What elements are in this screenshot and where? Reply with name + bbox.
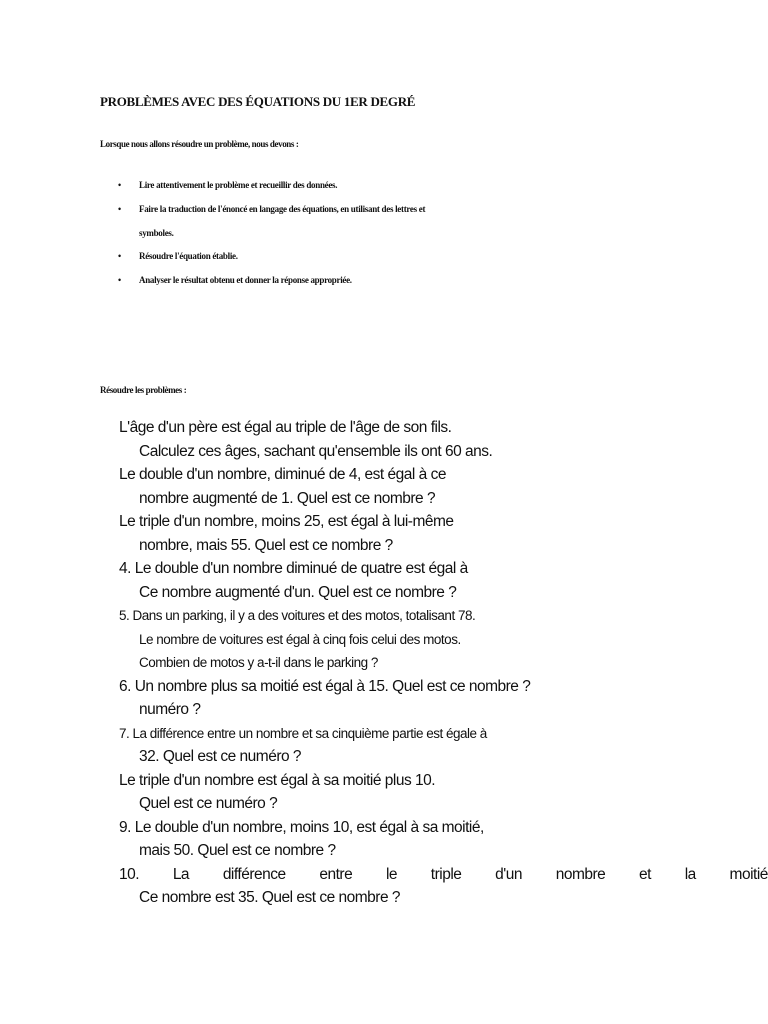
bullet-icon: • [118, 180, 121, 190]
step-text: Lire attentivement le problème et recueillir des données. [139, 180, 338, 190]
problem-line: 9. Le double d'un nombre, moins 10, est égal à sa moitié, [119, 818, 484, 836]
word: et [639, 865, 651, 883]
problems-block [119, 416, 768, 910]
problem-line-justified [119, 863, 768, 887]
word: La [172, 865, 190, 883]
word: moitié [729, 865, 768, 883]
list-item [118, 249, 425, 273]
list-item [118, 273, 425, 297]
word: d'un [495, 865, 522, 883]
problem-line: 5. Dans un parking, il y a des voitures et des motos, totalisant 78. [119, 608, 476, 623]
step-text: Résoudre l'équation établie. [139, 251, 238, 261]
word: la [684, 865, 696, 883]
step-text-continuation: symboles. [139, 228, 174, 238]
problem-line: 7. La différence entre un nombre et sa cinquième partie est égale à [119, 725, 487, 741]
resolve-heading: Résoudre les problèmes : [100, 385, 187, 395]
problem-line: mais 50. Quel est ce nombre ? [139, 842, 336, 859]
problem-line: L'âge d'un père est égal au triple de l'âge de son fils. [119, 419, 452, 436]
steps-list [118, 178, 425, 297]
document-title: PROBLÈMES AVEC DES ÉQUATIONS DU 1ER DEGRÉ [100, 94, 416, 109]
list-item [118, 202, 425, 249]
problem-line: 4. Le double d'un nombre diminué de quatre est égal à [119, 560, 468, 577]
problem-line: Combien de motos y a-t-il dans le parking ? [139, 655, 378, 670]
problem-line: 32. Quel est ce numéro ? [139, 748, 302, 765]
problem-line: 6. Un nombre plus sa moitié est égal à 15. Quel est ce nombre ? [119, 677, 531, 695]
bullet-icon: • [118, 204, 121, 214]
word: triple [430, 865, 462, 883]
problem-line: Ce nombre augmenté d'un. Quel est ce nombre ? [139, 583, 457, 601]
problem-line: nombre augmenté de 1. Quel est ce nombre ? [139, 489, 436, 507]
problem-line: Calculez ces âges, sachant qu'ensemble ils ont 60 ans. [139, 442, 493, 460]
bullet-icon: • [118, 275, 121, 285]
problem-line: Le double d'un nombre, diminué de 4, est égal à ce [119, 466, 446, 483]
problem-line: Le nombre de voitures est égal à cinq fois celui des motos. [139, 631, 461, 647]
word: entre [319, 865, 353, 883]
problem-line: Ce nombre est 35. Quel est ce nombre ? [139, 889, 401, 906]
problem-line: numéro ? [139, 701, 201, 718]
intro-text: Lorsque nous allons résoudre un problème, nous devons : [100, 139, 299, 149]
problem-line: Le triple d'un nombre est égal à sa moitié plus 10. [119, 771, 436, 789]
word: 10. [119, 865, 140, 883]
word: différence [222, 865, 286, 883]
problem-line: Quel est ce numéro ? [139, 795, 278, 812]
word: nombre [555, 865, 606, 883]
list-item [118, 178, 425, 202]
word: le [385, 865, 398, 883]
problem-line: Le triple d'un nombre, moins 25, est égal à lui-même [119, 513, 454, 530]
step-text: Faire la traduction de l'énoncé en langage des équations, en utilisant des lettres et [139, 204, 426, 214]
problem-line: nombre, mais 55. Quel est ce nombre ? [139, 536, 393, 554]
bullet-icon: • [118, 251, 121, 261]
step-text: Analyser le résultat obtenu et donner la réponse appropriée. [139, 275, 352, 285]
